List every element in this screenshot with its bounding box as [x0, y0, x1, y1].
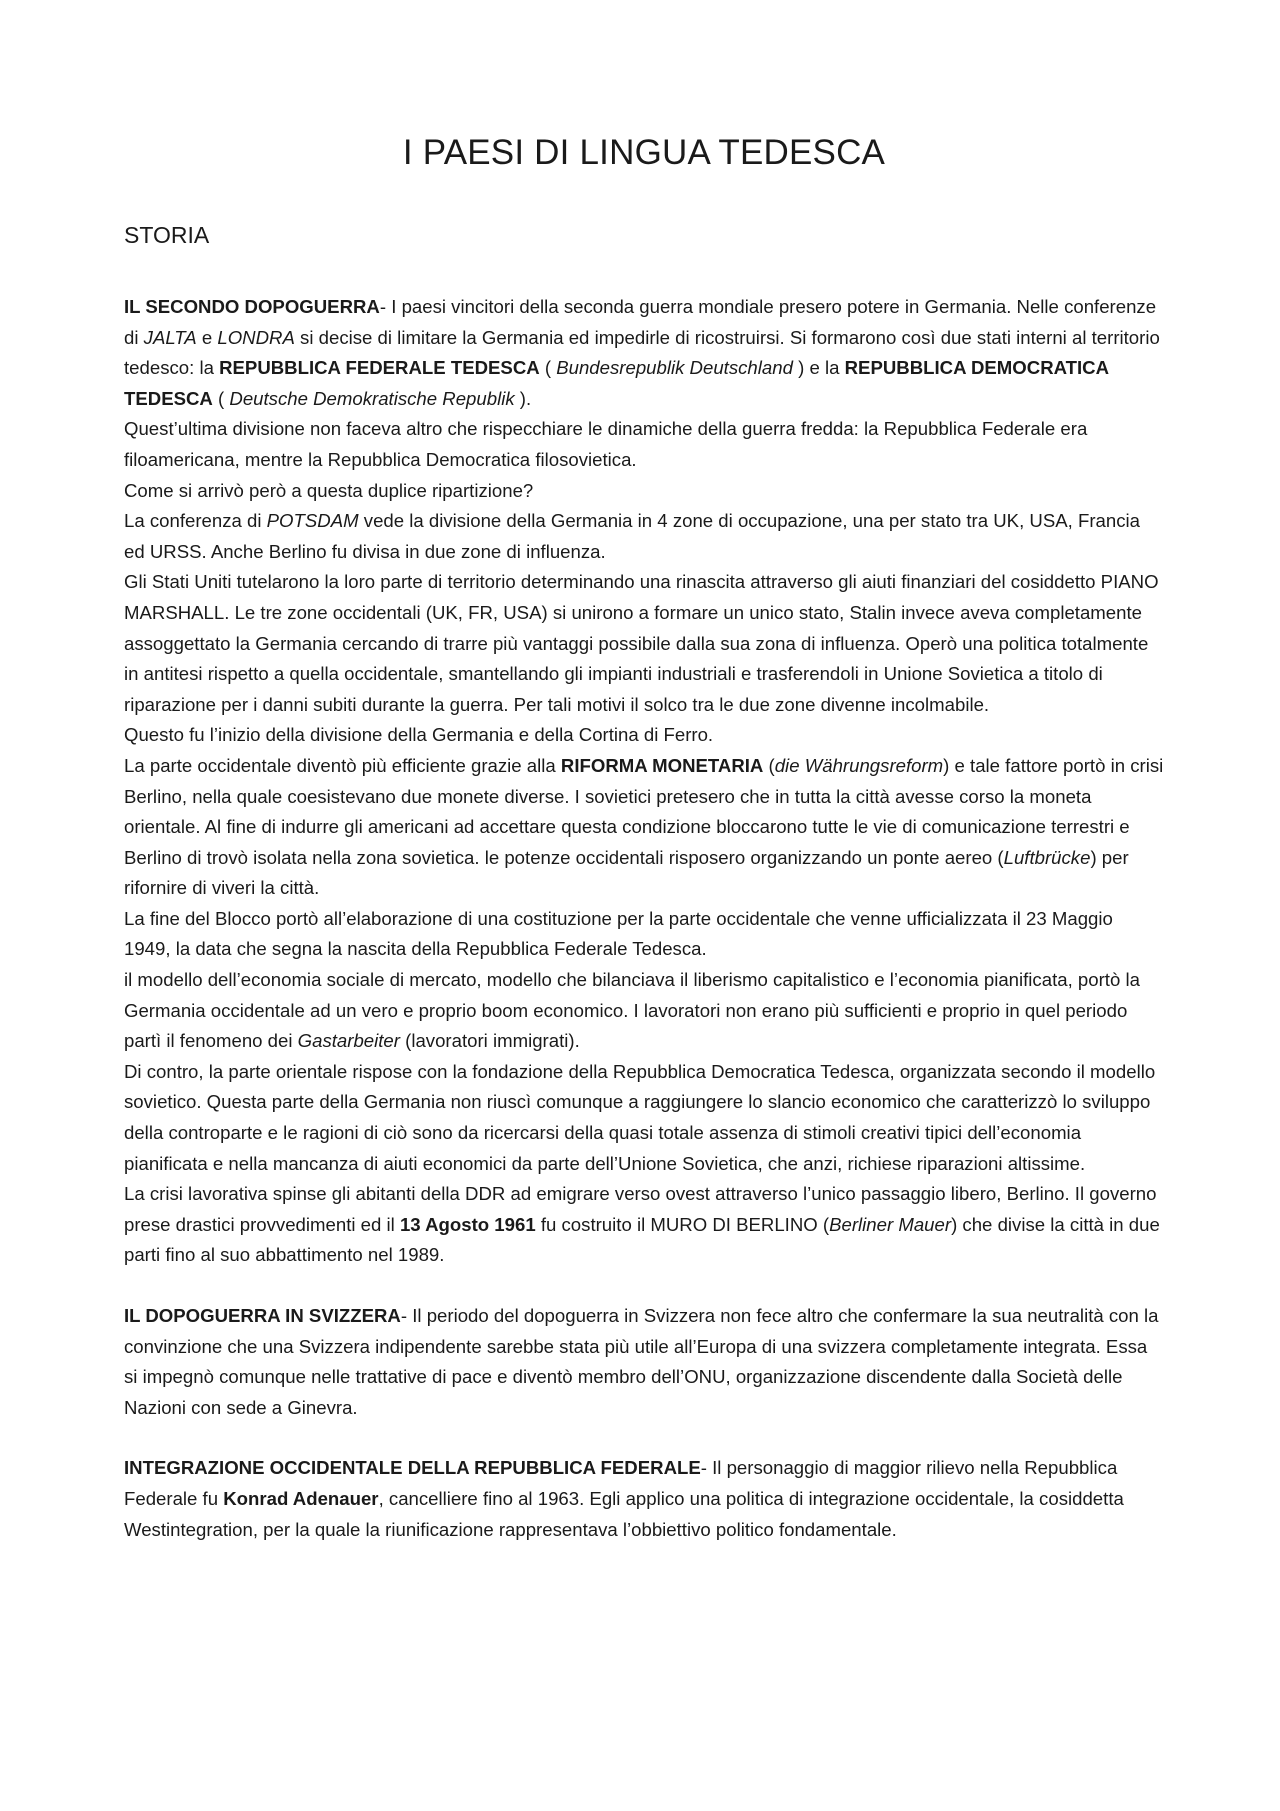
paragraph: IL SECONDO DOPOGUERRA- I paesi vincitori della seconda guerra mondiale presero potere in Germania. Nelle conferenze di JALTA e LONDRA si decise di limitare la Germania ed impedirle di ricostruirsi. Si formarono così due stati interni al territorio tedesco: la REPUBBLICA FEDERALE TEDESCA ( Bundesrepublik Deutschland ) e la REPUBBLICA DEMOCRATICA TEDESCA ( Deutsche Demokratische Republik ). [124, 296, 1160, 409]
section-integrazione-occidentale [124, 1453, 1164, 1545]
paragraph: Gli Stati Uniti tutelarono la loro parte di territorio determinando una rinascita attraverso gli aiuti finanziari del cosiddetto PIANO MARSHALL. Le tre zone occidentali (UK, FR, USA) si unirono a formare un unico stato, Stalin invece aveva completamente assoggettato la Germania cercando di trarre più vantaggi possibile dalla sua zona di influenza. Operò una politica totalmente in antitesi rispetto a quella occidentale, smantellando gli impianti industriali e trasferendoli in Unione Sovietica a titolo di riparazione per i danni subiti durante la guerra. Per tali motivi il solco tra le due zone divenne incolmabile. [124, 571, 1159, 715]
paragraph: INTEGRAZIONE OCCIDENTALE DELLA REPUBBLICA FEDERALE- Il personaggio di maggior rilievo nella Repubblica Federale fu Konrad Adenauer, cancelliere fino al 1963. Egli applico una politica di integrazione occidentale, la cosiddetta Westintegration, per la quale la riunificazione rappresentava l’obbiettivo politico fondamentale. [124, 1457, 1124, 1540]
paragraph: La fine del Blocco portò all’elaborazione di una costituzione per la parte occidentale che venne ufficializzata il 23 Maggio 1949, la data che segna la nascita della Repubblica Federale Tedesca. [124, 907, 1113, 960]
paragraph: La conferenza di POTSDAM vede la divisione della Germania in 4 zone di occupazione, una per stato tra UK, USA, Francia ed URSS. Anche Berlino fu divisa in due zone di influenza. [124, 510, 1140, 562]
paragraph: il modello dell’economia sociale di mercato, modello che bilanciava il liberismo capitalistico e l’economia pianificata, portò la Germania occidentale ad un vero e proprio boom economico. I lavoratori non erano più sufficienti e proprio in quel periodo partì il fenomeno dei Gastarbeiter (lavoratori immigrati). [124, 969, 1140, 1052]
paragraph: La parte occidentale diventò più efficiente grazie alla RIFORMA MONETARIA (die Währungsreform) e tale fattore portò in crisi Berlino, nella quale coesistevano due monete diverse. I sovietici pretesero che in tutta la città avesse corso la moneta orientale. Al fine di indurre gli americani ad accettare questa condizione bloccarono tutte le vie di comunicazione terrestri e Berlino di trovò isolata nella zona sovietica. le potenze occidentali risposero organizzando un ponte aereo (Luftbrücke) per rifornire di viveri la città. [124, 754, 1164, 899]
document-title: I PAESI DI LINGUA TEDESCA [402, 133, 886, 172]
paragraph: Questo fu l’inizio della divisione della Germania e della Cortina di Ferro. [124, 724, 714, 746]
paragraph: Quest’ultima divisione non faceva altro che rispecchiare le dinamiche della guerra fredda: la Repubblica Federale era filoamericana, mentre la Repubblica Democratica filosovietica. [124, 418, 1088, 470]
section-dopoguerra-svizzera [124, 1301, 1164, 1423]
paragraph: La crisi lavorativa spinse gli abitanti della DDR ad emigrare verso ovest attraverso l’unico passaggio libero, Berlino. Il governo prese drastici provvedimenti ed il 13 Agosto 1961 fu costruito il MURO DI BERLINO (Berliner Mauer) che divise la città in due parti fino al suo abbattimento nel 1989. [124, 1183, 1160, 1266]
section-heading: IL SECONDO DOPOGUERRA [124, 296, 380, 317]
section-heading: IL DOPOGUERRA IN SVIZZERA [124, 1305, 401, 1326]
document-page [124, 110, 1164, 1545]
paragraph: Come si arrivò però a questa duplice ripartizione? [124, 479, 534, 501]
paragraph: IL DOPOGUERRA IN SVIZZERA- Il periodo del dopoguerra in Svizzera non fece altro che confermare la sua neutralità con la convinzione che una Svizzera indipendente sarebbe stata più utile all’Europa di una svizzera completamente integrata. Essa si impegnò comunque nelle trattative di pace e diventò membro dell’ONU, organizzazione discendente dalla Società delle Nazioni con sede a Ginevra. [124, 1305, 1159, 1418]
section-label: STORIA [124, 222, 210, 248]
section-secondo-dopoguerra [124, 292, 1164, 1271]
section-heading: INTEGRAZIONE OCCIDENTALE DELLA REPUBBLICA FEDERALE [124, 1457, 701, 1479]
paragraph: Di contro, la parte orientale rispose con la fondazione della Repubblica Democratica Tedesca, organizzata secondo il modello sovietico. Questa parte della Germania non riuscì comunque a raggiungere lo slancio economico che caratterizzò lo sviluppo della controparte e le ragioni di ciò sono da ricercarsi della quasi totale assenza di stimoli creativi tipici dell’economia pianificata e nella mancanza di aiuti economici da parte dell’Unione Sovietica, che anzi, richiese riparazioni altissime. [124, 1060, 1156, 1174]
